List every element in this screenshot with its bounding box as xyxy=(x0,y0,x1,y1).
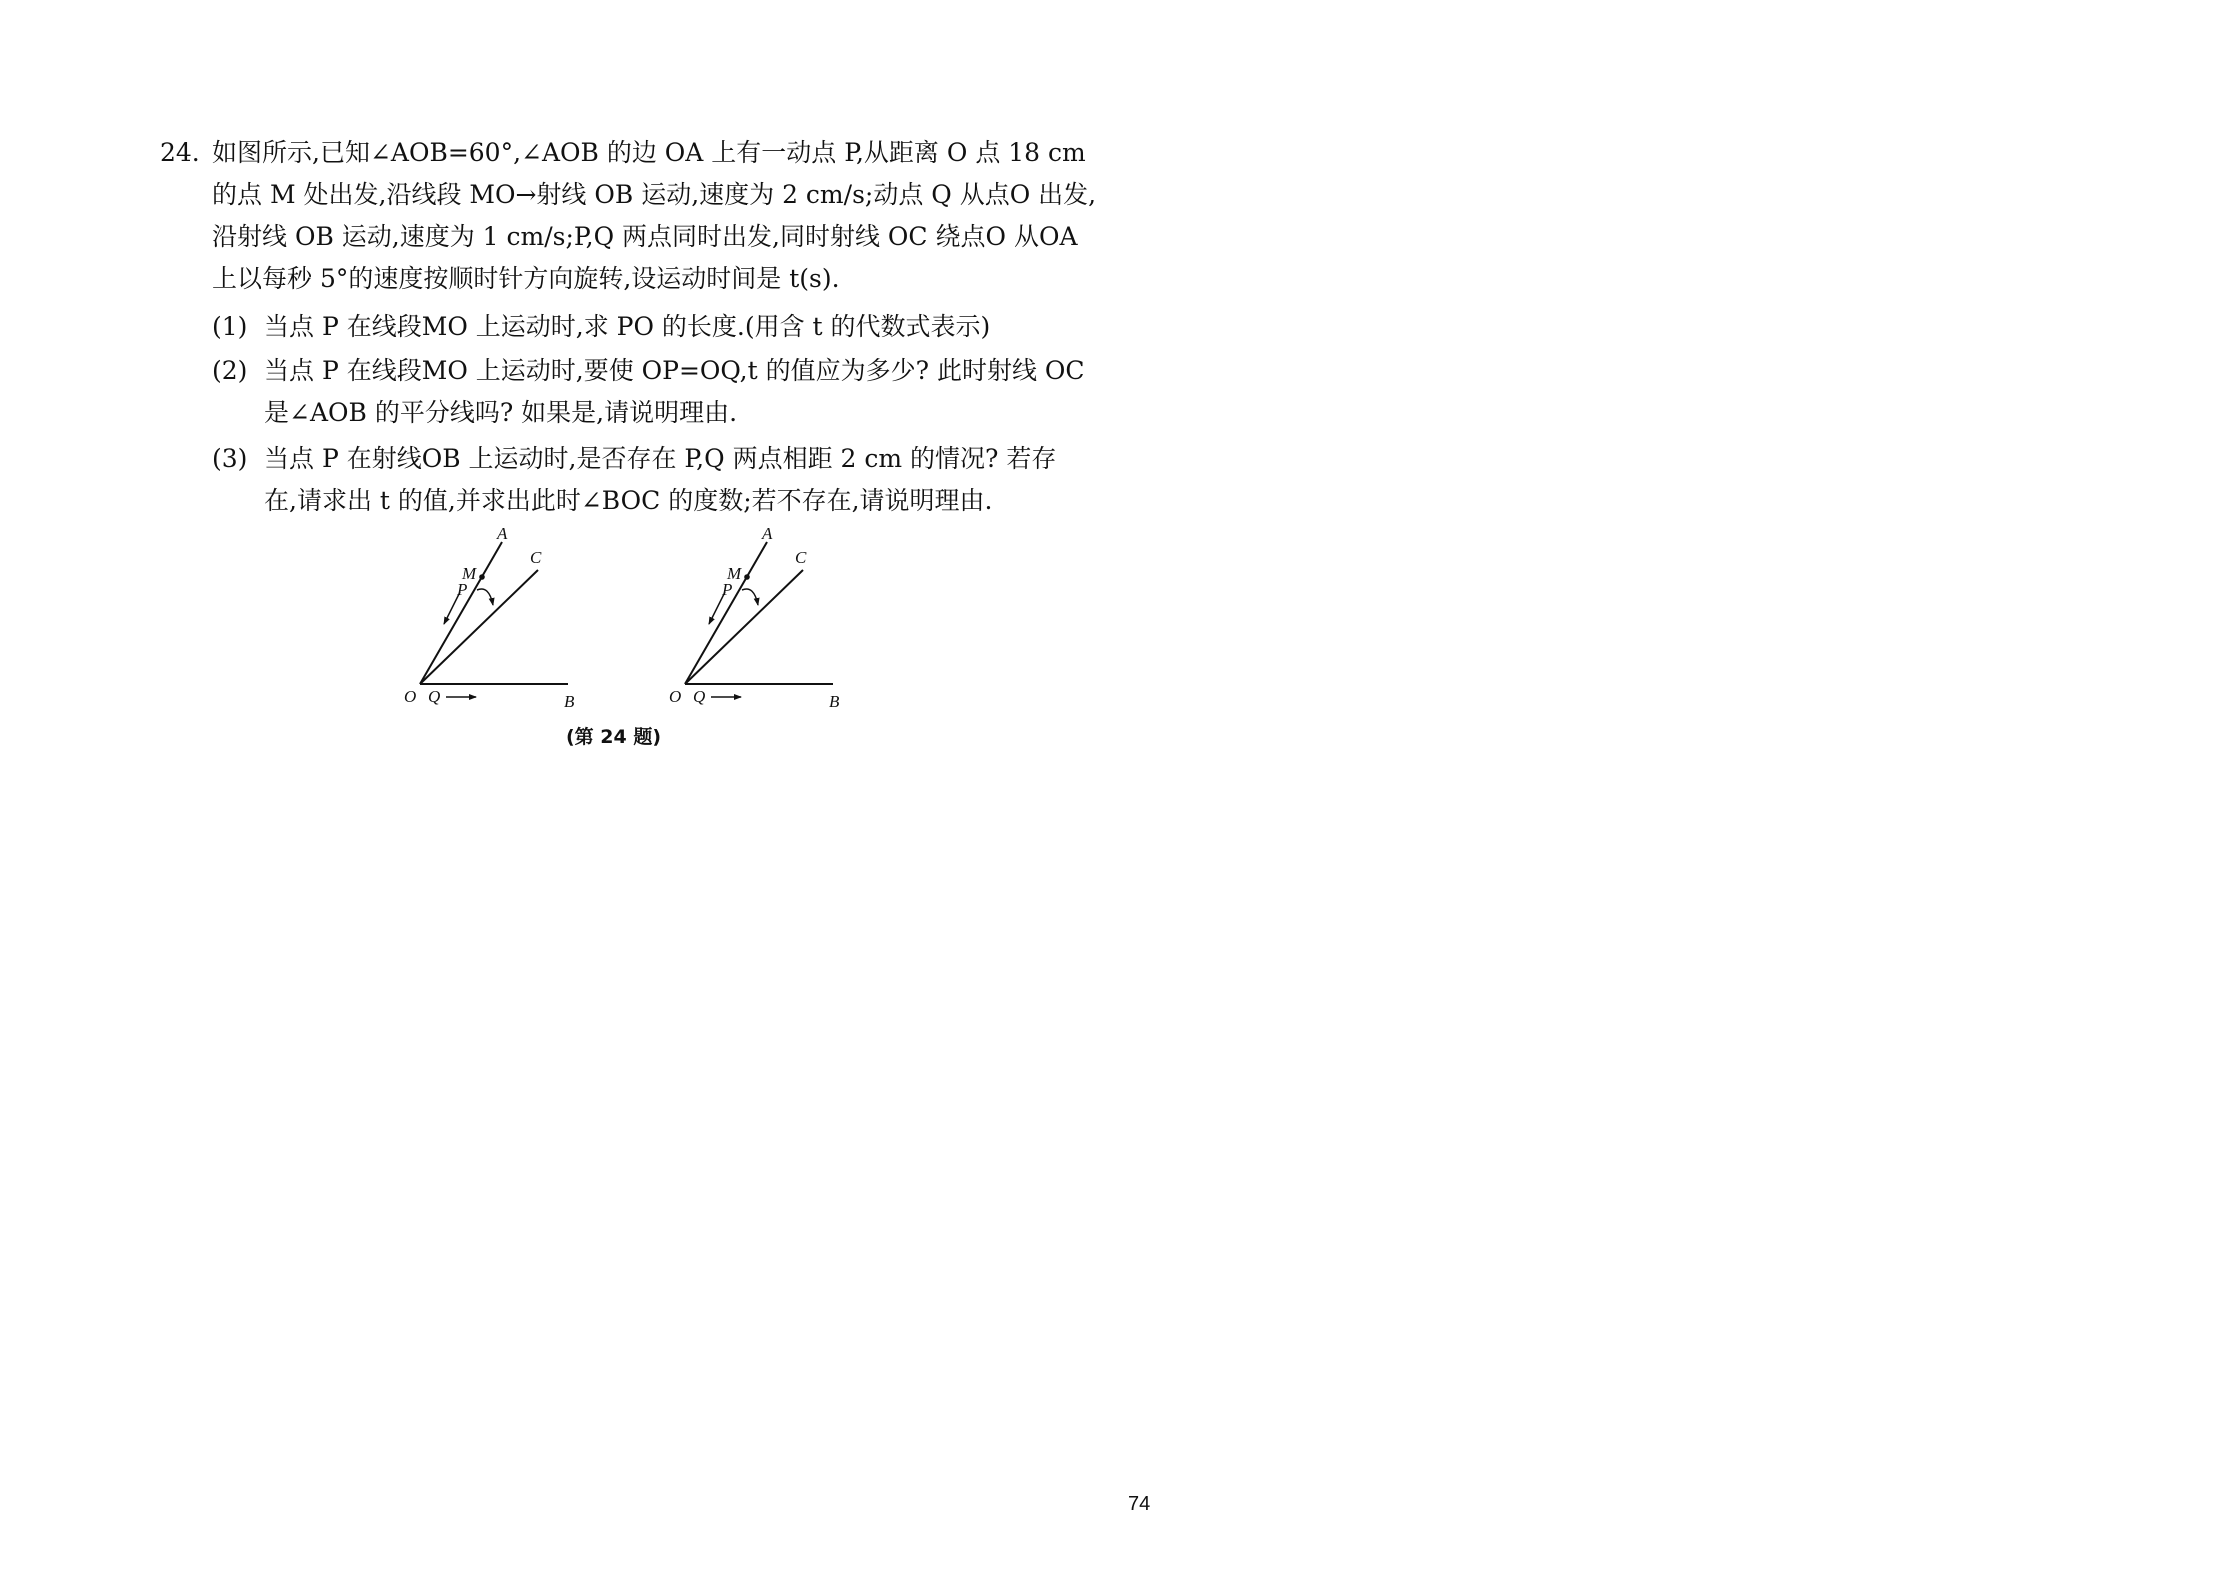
label-p: P xyxy=(457,580,468,599)
point-m xyxy=(479,574,485,580)
part-3-text: 当点 P 在射线OB 上运动时,是否存在 P,Q 两点相距 2 cm 的情况? 若存 xyxy=(264,444,1057,473)
figure-caption: (第 24 题) xyxy=(566,726,662,748)
label-q: Q xyxy=(693,687,706,706)
point-m xyxy=(744,574,750,580)
diagram-2 xyxy=(669,527,840,711)
label-p: P xyxy=(722,580,733,599)
figure-24 xyxy=(400,527,860,721)
label-b: B xyxy=(829,692,840,711)
label-q: Q xyxy=(428,687,441,706)
part-1-text: 当点 P 在线段MO 上运动时,求 PO 的长度.(用含 t 的代数式表示) xyxy=(264,312,991,341)
label-c: C xyxy=(530,548,542,567)
problem-stem-line: 上以每秒 5°的速度按顺时针方向旋转,设运动时间是 t(s). xyxy=(212,264,840,293)
label-a: A xyxy=(497,527,508,543)
part-3-text: 在,请求出 t 的值,并求出此时∠BOC 的度数;若不存在,请说明理由. xyxy=(264,486,993,515)
part-2-text: 当点 P 在线段MO 上运动时,要使 OP=OQ,t 的值应为多少? 此时射线 OC xyxy=(264,356,1085,385)
part-3-label: (3) xyxy=(212,444,248,473)
label-a: A xyxy=(762,527,773,543)
part-2-label: (2) xyxy=(212,356,248,385)
problem-number: 24. xyxy=(160,138,200,167)
page-number: 74 xyxy=(1128,1493,1151,1515)
problem-stem-line: 如图所示,已知∠AOB=60°,∠AOB 的边 OA 上有一动点 P,从距离 O 点 18 cm xyxy=(212,138,1086,167)
label-o: O xyxy=(669,687,682,706)
label-m: M xyxy=(462,564,477,583)
diagram-1 xyxy=(404,527,575,711)
label-b: B xyxy=(564,692,575,711)
problem-stem-line: 的点 M 处出发,沿线段 MO→射线 OB 运动,速度为 2 cm/s;动点 Q 从点O 出发, xyxy=(212,180,1097,209)
label-m: M xyxy=(727,564,742,583)
angle-diagram xyxy=(400,527,860,717)
part-2-text: 是∠AOB 的平分线吗? 如果是,请说明理由. xyxy=(264,398,738,427)
problem-stem-line: 沿射线 OB 运动,速度为 1 cm/s;P,Q 两点同时出发,同时射线 OC 绕点O 从OA xyxy=(212,222,1078,251)
label-o: O xyxy=(404,687,417,706)
label-c: C xyxy=(795,548,807,567)
part-1-label: (1) xyxy=(212,312,248,341)
